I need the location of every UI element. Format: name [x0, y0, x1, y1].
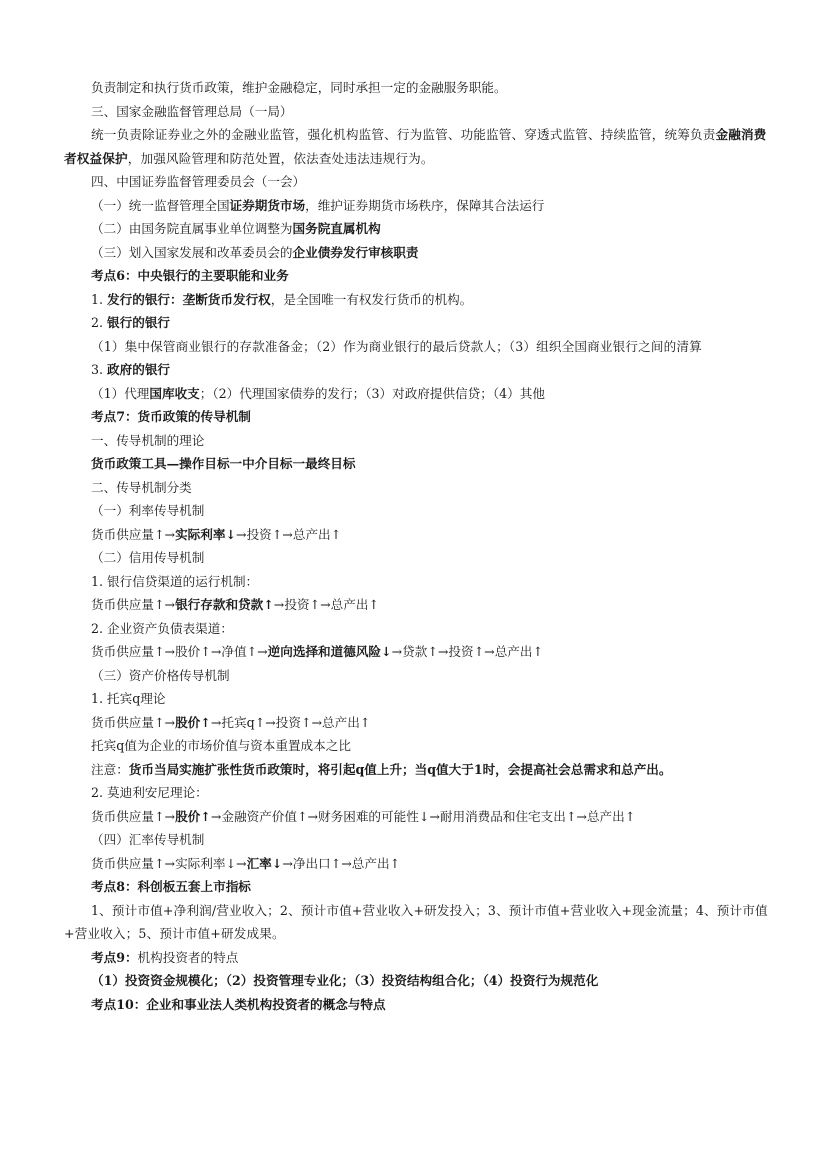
text-segment: 1.	[91, 291, 108, 307]
text-segment: 托宾q值为企业的市场价值与资本重置成本之比	[91, 738, 351, 753]
text-segment: 货币供应量↑→实际利率↓→	[91, 855, 247, 871]
text-line	[64, 593, 769, 617]
text-line	[64, 758, 769, 782]
text-line	[64, 687, 769, 711]
text-segment: ，维护证券期货市场秩序，保障其合法运行	[305, 197, 545, 213]
text-segment: 1. 托宾q理论	[91, 691, 166, 706]
text-segment: →投资↑→总产出↑	[236, 526, 342, 542]
text-line	[64, 288, 769, 312]
text-segment: ，加强风险管理和防范处置，依法查处违法违规行为。	[127, 150, 434, 166]
bold-text: 金融消费者权益保护	[64, 127, 767, 166]
text-segment: 统一负责除证券业之外的金融业监管，强化机构监管、行为监管、功能监管、穿透式监管、持续监管，统筹负责	[91, 127, 716, 142]
bold-text: 货币当局实施扩张性货币政策时，将引起q值上升；当q值大于1时，会提高社会总需求和总产出。	[128, 761, 672, 777]
text-line	[64, 852, 769, 876]
bold-text: （1）投资资金规模化；（2）投资管理专业化；（3）投资结构组合化；（4）投资行为规范化	[91, 973, 599, 988]
bold-text: 国务院直属机构	[292, 221, 381, 236]
bold-text: 证券期货市场	[229, 197, 306, 213]
section-heading	[64, 264, 769, 288]
text-line	[64, 711, 769, 735]
text-line	[64, 311, 769, 335]
bold-text: 企业债券发行审核职责	[292, 244, 419, 260]
text-segment: （二）由国务院直属事业单位调整为	[91, 221, 293, 236]
text-segment: （二）信用传导机制	[91, 550, 205, 565]
text-segment: （一）利率传导机制	[91, 503, 205, 518]
text-line	[64, 617, 769, 641]
bold-text: 国库收支	[149, 385, 200, 401]
text-segment: 货币供应量↑→	[91, 808, 176, 824]
text-line	[64, 358, 769, 382]
text-line	[64, 640, 769, 664]
text-segment: 货币供应量↑→股价↑→净值↑→	[91, 644, 268, 659]
text-line	[64, 217, 769, 241]
text-line	[64, 664, 769, 688]
text-line	[64, 123, 769, 170]
bold-text: 考点6：中央银行的主要职能和业务	[91, 268, 289, 283]
text-segment: （一）统一监督管理全国	[91, 197, 230, 213]
text-line	[64, 828, 769, 852]
text-line	[64, 429, 769, 453]
text-segment: →贷款↑→投资↑→总产出↑	[391, 644, 544, 659]
text-segment: →托宾q↑→投资↑→总产出↑	[210, 714, 371, 730]
document-body	[64, 76, 769, 1016]
text-segment: →金融资产价值↑→财务困难的可能性↓→耐用消费品和住宅支出↑→总产出↑	[210, 808, 636, 824]
bold-text: 考点7：货币政策的传导机制	[91, 409, 251, 424]
text-line	[64, 734, 769, 758]
text-segment: （四）汇率传导机制	[91, 832, 205, 847]
text-line	[64, 170, 769, 194]
text-line	[64, 100, 769, 124]
bold-text: 实际利率↓	[175, 526, 237, 542]
bold-text: 股价↑	[175, 714, 211, 730]
text-line	[64, 382, 769, 406]
text-segment: 四、中国证券监督管理委员会（一会）	[91, 174, 306, 189]
text-line	[64, 946, 769, 970]
text-segment: 2. 莫迪利安尼理论：	[91, 785, 208, 800]
text-line	[64, 76, 769, 100]
text-segment: 货币供应量↑→	[91, 597, 176, 612]
bold-text: 发行的银行：垄断货币发行权	[107, 291, 271, 307]
text-segment: （1）代理	[91, 385, 150, 401]
text-line	[64, 335, 769, 359]
section-heading	[64, 405, 769, 429]
text-segment: 1、预计市值+净利润/营业收入；2、预计市值+营业收入+研发投入；3、预计市值+营业收入+现金流量；4、预计市值+营业收入；5、预计市值+研发成果。	[64, 902, 768, 941]
bold-text: 银行的银行	[107, 315, 170, 330]
text-line	[64, 570, 769, 594]
text-segment: 三、国家金融监督管理总局（一局）	[91, 103, 293, 119]
text-line	[64, 241, 769, 265]
text-segment: 一、传导机制的理论	[91, 432, 205, 448]
text-segment: 负责制定和执行货币政策，维护金融稳定，同时承担一定的金融服务职能。	[91, 80, 507, 95]
text-line	[64, 899, 769, 946]
text-segment: 2.	[91, 315, 108, 330]
text-segment: →净出口↑→总产出↑	[282, 855, 401, 871]
text-segment: 机构投资者的特点	[137, 949, 239, 965]
bold-text: 考点8：科创板五套上市指标	[91, 879, 251, 894]
text-segment: 二、传导机制分类	[91, 479, 192, 495]
bold-text: 考点10：企业和事业法人类机构投资者的概念与特点	[91, 996, 386, 1012]
bold-text: 货币政策工具—操作目标一中介目标一最终目标	[91, 456, 356, 471]
text-segment: （三）资产价格传导机制	[91, 667, 230, 683]
text-segment: →投资↑→总产出↑	[273, 597, 379, 612]
section-heading	[64, 993, 769, 1017]
bold-text: 考点9：	[91, 949, 138, 965]
text-segment: 注意：	[91, 761, 129, 777]
section-heading	[64, 875, 769, 899]
text-segment: 货币供应量↑→	[91, 526, 176, 542]
text-line	[64, 499, 769, 523]
text-segment: （三）划入国家发展和改革委员会的	[91, 244, 293, 260]
text-line	[64, 194, 769, 218]
text-line	[64, 546, 769, 570]
text-segment: 1. 银行信贷渠道的运行机制：	[91, 573, 259, 589]
bold-text: 汇率↓	[246, 855, 283, 871]
bold-text: 股价↑	[175, 808, 211, 824]
text-segment: 货币供应量↑→	[91, 714, 176, 730]
text-segment: 2. 企业资产负债表渠道：	[91, 620, 233, 636]
text-line	[64, 805, 769, 829]
text-line	[64, 969, 769, 993]
text-segment: （1）集中保管商业银行的存款准备金；（2）作为商业银行的最后贷款人；（3）组织全国商业银行之间的清算	[91, 338, 702, 354]
text-line	[64, 523, 769, 547]
text-line	[64, 452, 769, 476]
text-line	[64, 476, 769, 500]
text-segment: 3.	[91, 362, 108, 377]
text-line	[64, 781, 769, 805]
bold-text: 逆向选择和道德风险↓	[267, 644, 392, 659]
text-segment: ，是全国唯一有权发行货币的机构。	[270, 291, 473, 307]
bold-text: 政府的银行	[107, 362, 170, 377]
bold-text: 银行存款和贷款↑	[175, 597, 274, 612]
text-segment: ；（2）代理国家债券的发行；（3）对政府提供信贷；（4）其他	[199, 385, 545, 401]
